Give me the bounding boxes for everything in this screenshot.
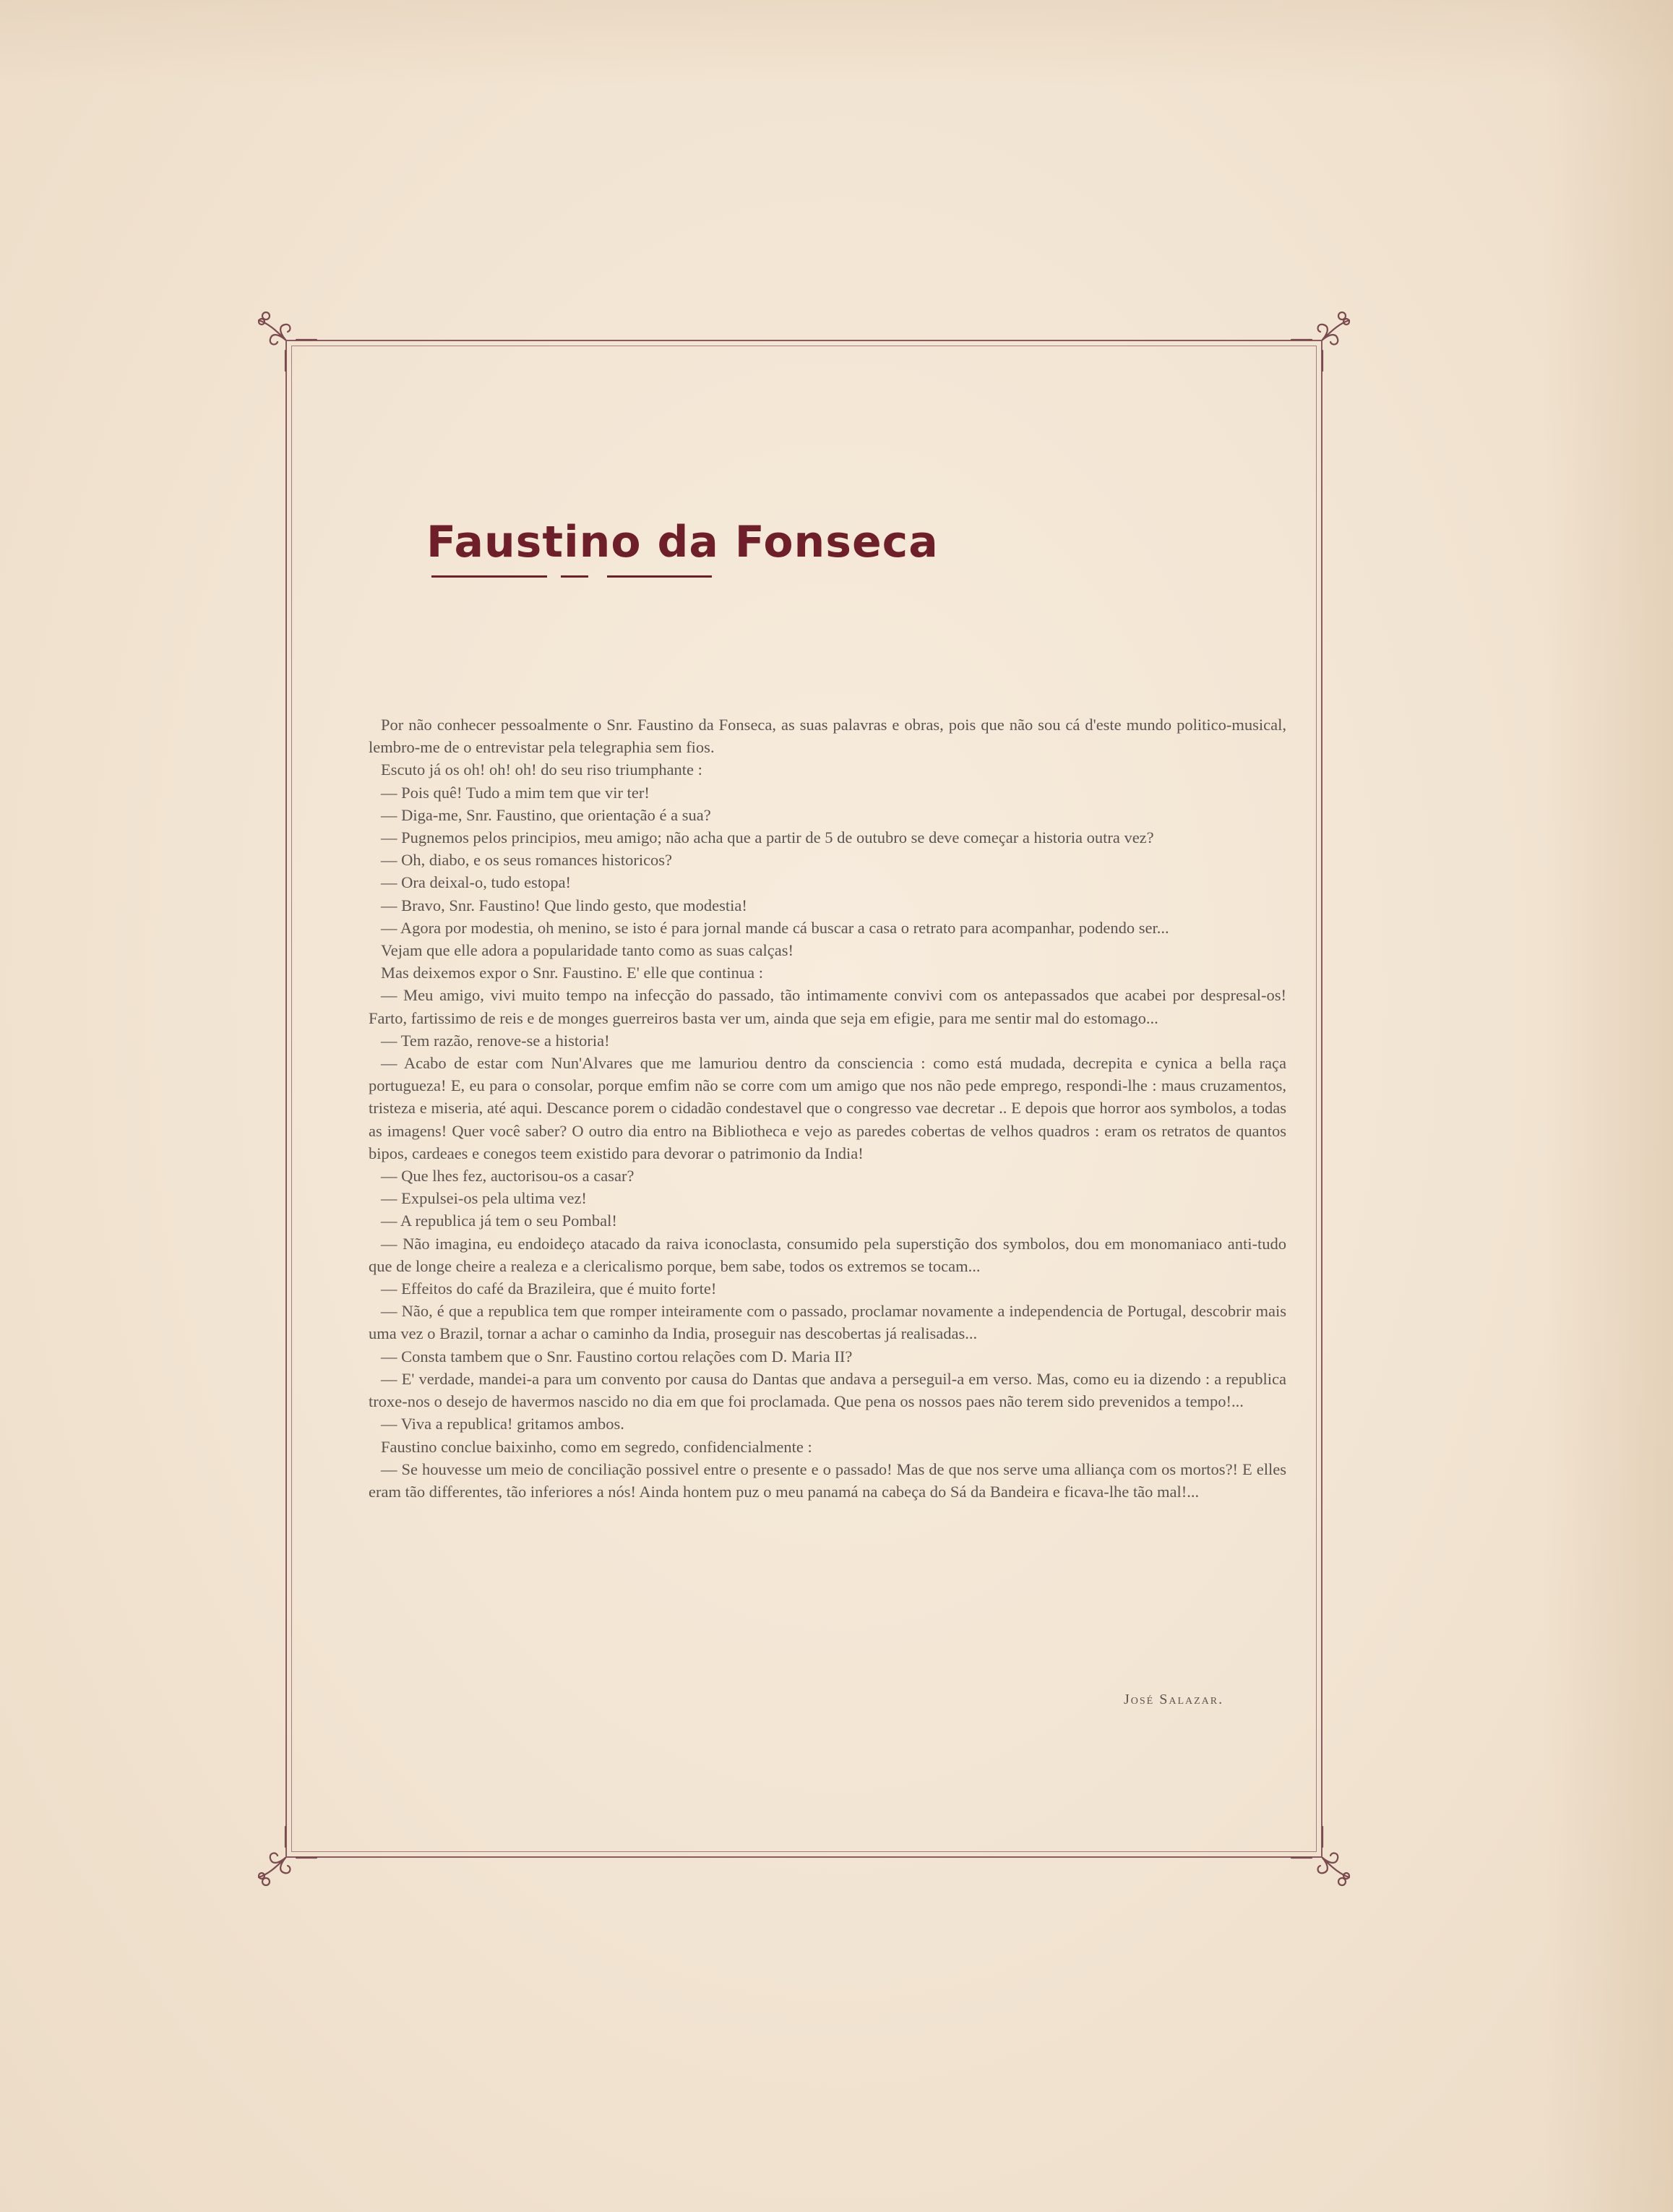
paragraph: — Tem razão, renove-se a historia! — [381, 1031, 610, 1050]
page-title: Faustino da Fonseca — [426, 517, 939, 567]
paragraph: — Expulsei-os pela ultima vez! — [381, 1189, 587, 1208]
paper-stain-edge — [1543, 0, 1673, 2212]
paragraph: — E' verdade, mandei-a para um convento por causa do Dantas que andava a perseguil-a em verso. Mas, como eu ia dizendo : a republica troxe-nos o desejo de havermos nascido no dia em que foi proclamada. Que pena os nossos paes não terem sido prevenidos a tempo!... — [369, 1369, 1286, 1411]
paragraph: — Pugnemos pelos principios, meu amigo; não acha que a partir de 5 de outubro se deve começar a historia outra vez? — [381, 828, 1154, 847]
paragraph: — Oh, diabo, e os seus romances historicos? — [381, 851, 673, 870]
article-body — [369, 713, 1286, 1503]
paragraph: — Que lhes fez, auctorisou-os a casar? — [381, 1167, 635, 1186]
author-signature — [1124, 1692, 1223, 1708]
paragraph: — Agora por modestia, oh menino, se isto é para jornal mande cá buscar a casa o retrato para acompanhar, podendo ser... — [381, 918, 1169, 937]
title-underline — [607, 575, 712, 578]
paragraph: — Effeitos do café da Brazileira, que é muito forte! — [381, 1279, 717, 1298]
paragraph: Faustino conclue baixinho, como em segredo, confidencialmente : — [381, 1437, 812, 1456]
paper-stain-top — [0, 0, 1673, 87]
paragraph: — Não imagina, eu endoideço atacado da raiva iconoclasta, consumido pela superstição dos symbolos, dou em monomaniaco anti-tudo que de longe cheire a realeza e a clericalismo porque, bem sabe, todos os extremos se tocam... — [369, 1234, 1286, 1275]
paragraph: Por não conhecer pessoalmente o Snr. Faustino da Fonseca, as suas palavras e obras, pois que não sou cá d'este mundo politico-musical, lembro-me de o entrevistar pela telegraphia sem fios. — [369, 716, 1286, 757]
paragraph: — Diga-me, Snr. Faustino, que orientação é a sua? — [381, 805, 711, 824]
corner-flourish-icon — [253, 307, 318, 372]
paragraph: — Meu amigo, vivi muito tempo na infecção do passado, tão intimamente convivi com os antepassados que acabei por despresal-os! Farto, fartissimo de reis e de monges guerreiros basta ver um, ainda que seja em efigie, para me sentir mal do estomago... — [369, 986, 1286, 1027]
paragraph: Vejam que elle adora a popularidade tanto como as suas calças! — [381, 941, 794, 960]
paragraph: Escuto já os oh! oh! oh! do seu riso triumphante : — [381, 760, 702, 779]
corner-flourish-icon — [1290, 307, 1355, 372]
author-name: José Salazar. — [1124, 1692, 1224, 1707]
title-underline — [561, 575, 588, 578]
paragraph: — Bravo, Snr. Faustino! Que lindo gesto, que modestia! — [381, 896, 747, 914]
paragraph: — Consta tambem que o Snr. Faustino cortou relações com D. Maria II? — [381, 1347, 853, 1366]
paragraph: — A republica já tem o seu Pombal! — [381, 1212, 617, 1230]
paragraph: — Acabo de estar com Nun'Alvares que me lamuriou dentro da consciencia : como está mudada, decrepita e cynica a bella raça portugueza! E, eu para o consolar, porque emfim não se corre com um amigo que nos não pede emprego, respondi-lhe : maus cruzamentos, tristeza e miseria, até aqui. Descance porem o cidadão condestavel que o congresso vae decretar .. E depois que horror aos symbolos, a todas as imagens! Quer você saber? O outro dia entro na Bibliotheca e vejo as paredes cobertas de velhos quadros : eram os retratos de quantos bipos, cardeaes e conegos teem existido para devorar o patrimonio da India! — [369, 1054, 1286, 1162]
paragraph: — Viva a republica! gritamos ambos. — [381, 1415, 624, 1433]
paragraph: Mas deixemos expor o Snr. Faustino. E' elle que continua : — [381, 964, 763, 982]
paragraph: — Não, é que a republica tem que romper inteiramente com o passado, proclamar novamente a independencia de Portugal, descobrir mais uma vez o Brazil, tornar a achar o caminho da India, proseguir nas descobertas já realisadas... — [369, 1302, 1286, 1343]
paragraph: — Pois quê! Tudo a mim tem que vir ter! — [381, 783, 650, 802]
corner-flourish-icon — [253, 1825, 318, 1890]
paragraph: — Se houvesse um meio de conciliação possivel entre o presente e o passado! Mas de que nos serve uma alliança com os mortos?! E elles eram tão differentes, tão inferiores a nós! Ainda hontem puz o meu panamá na cabeça do Sá da Bandeira e ficava-lhe tão mal!... — [369, 1459, 1286, 1501]
title-underline — [431, 575, 547, 578]
paragraph: — Ora deixal-o, tudo estopa! — [381, 873, 572, 892]
corner-flourish-icon — [1290, 1825, 1355, 1890]
